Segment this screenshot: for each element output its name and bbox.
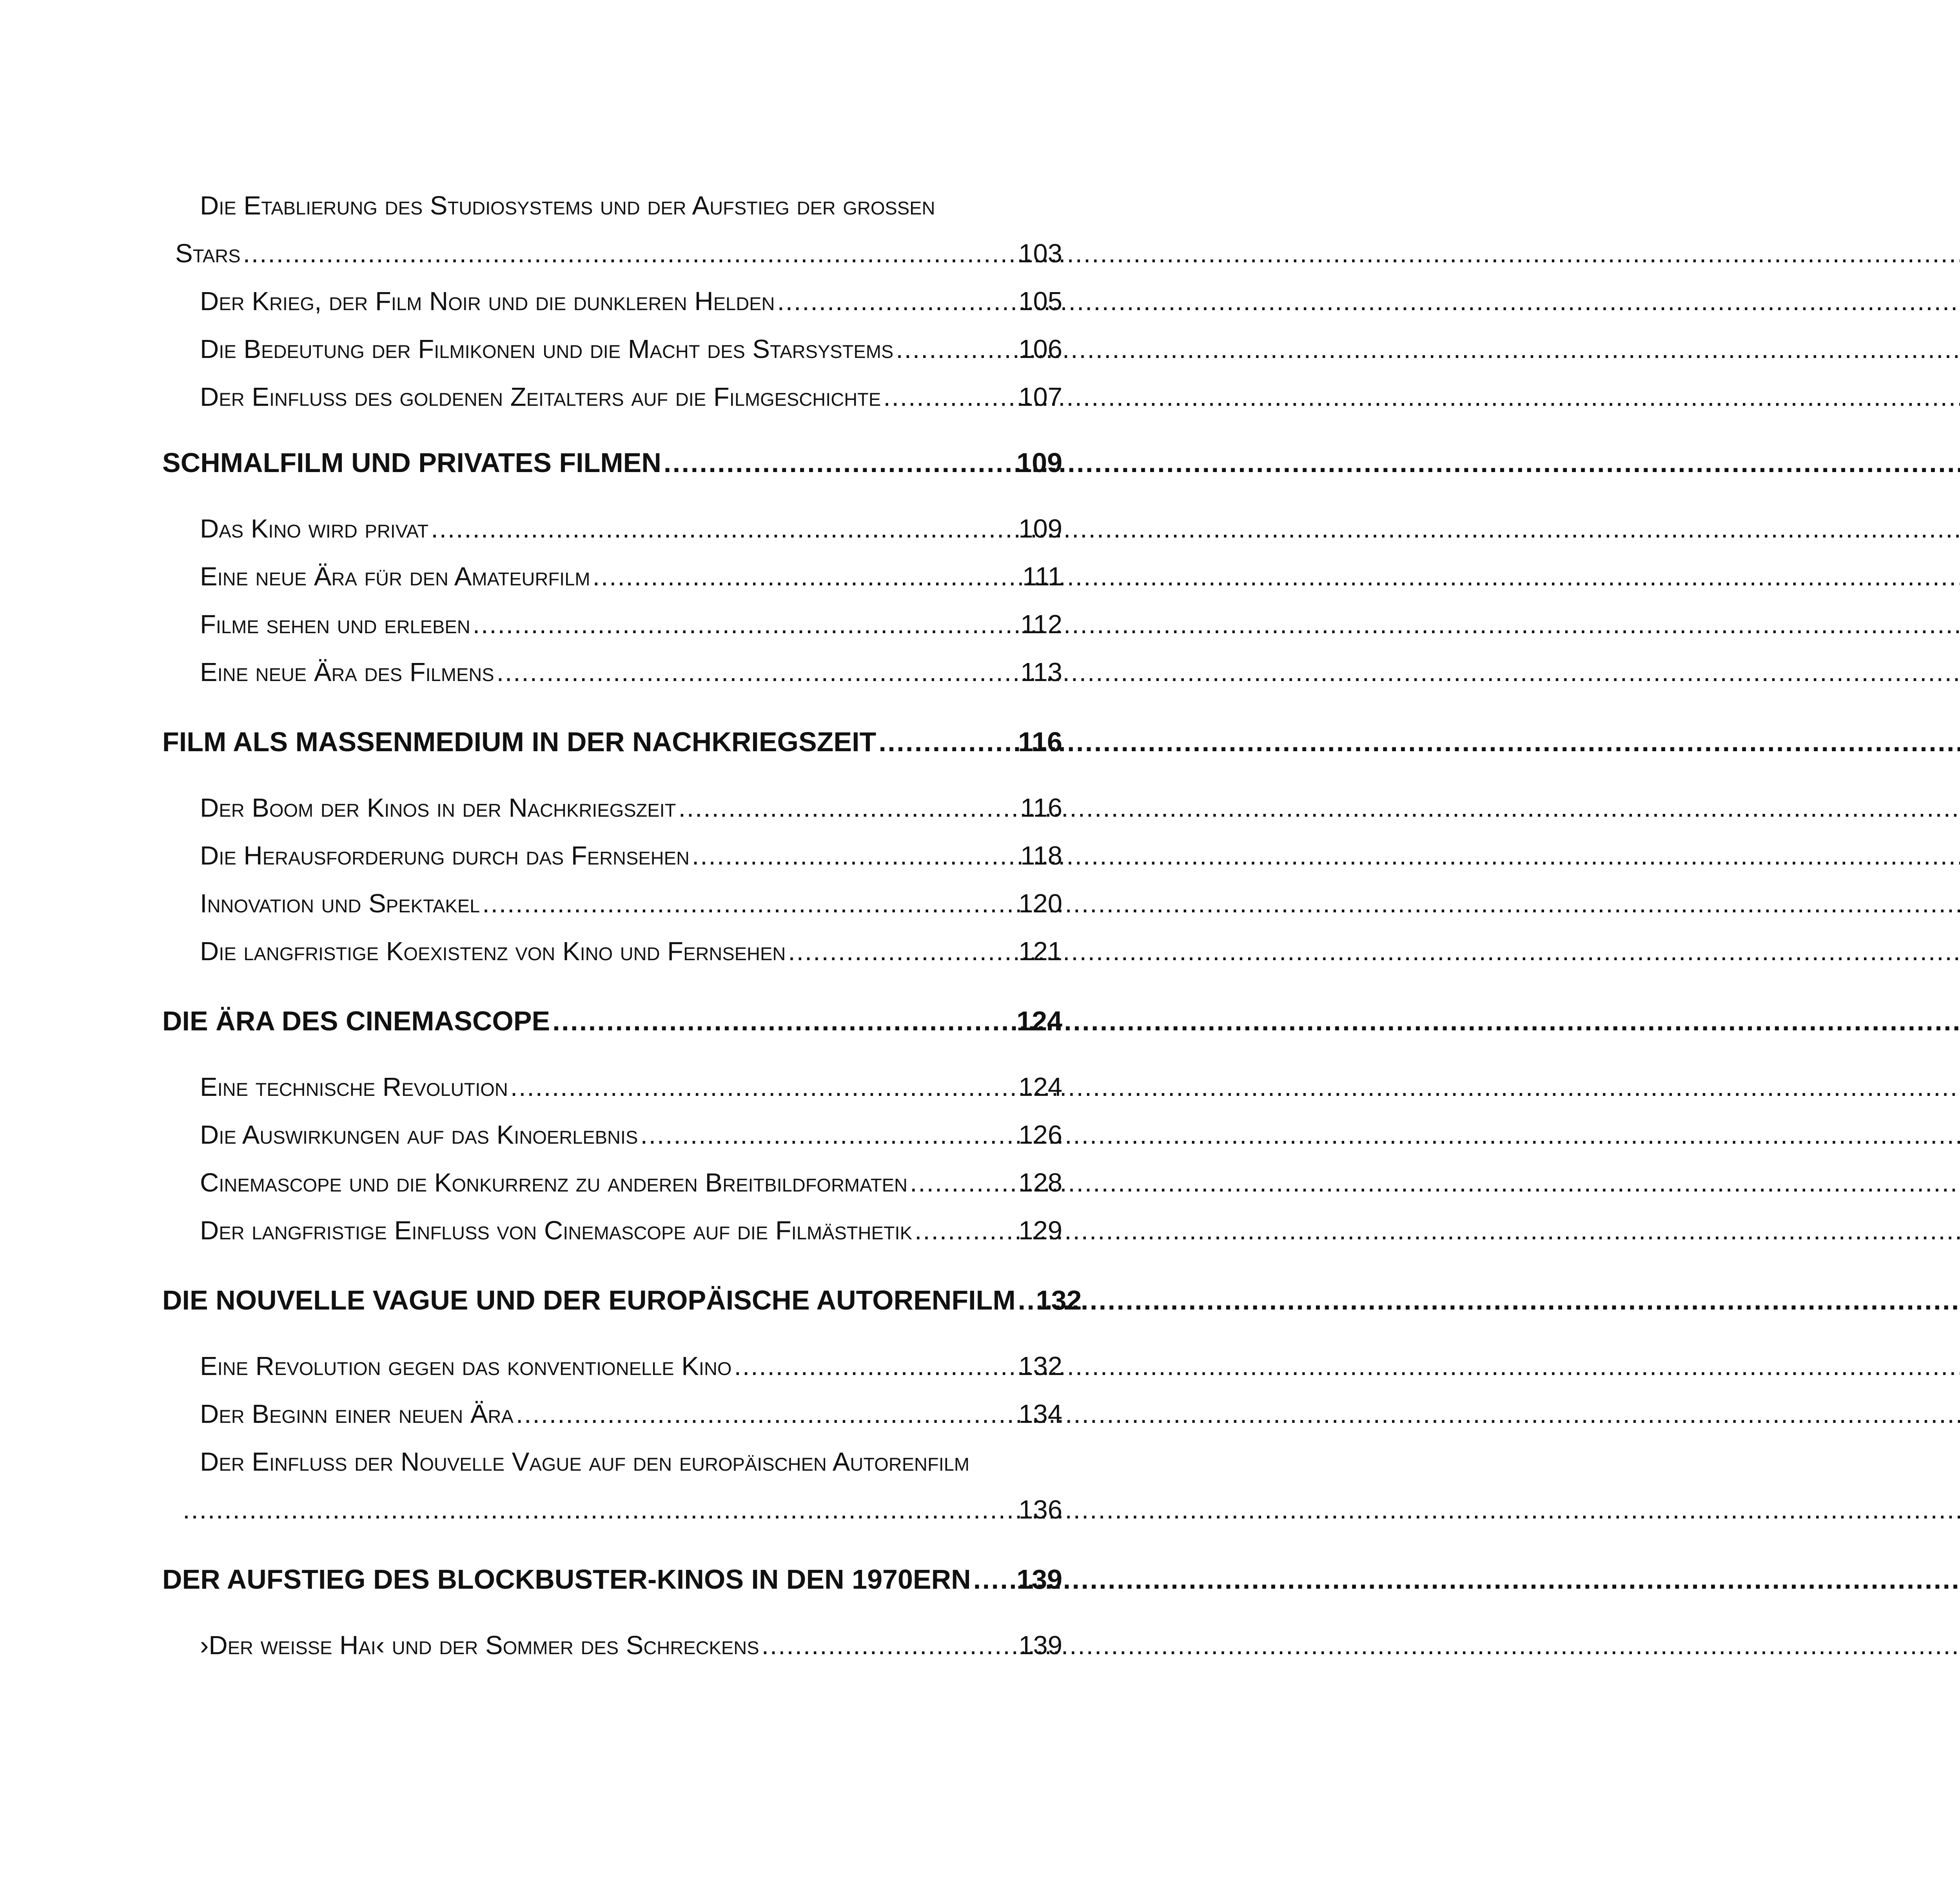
toc-entry [200,334,1062,364]
toc-entry-title: Filme sehen und erleben [200,610,470,639]
toc-page-number: 139 [1018,1631,1062,1660]
toc-page-number: 109 [1016,447,1062,478]
toc-entry-title: Die Herausforderung durch das Fernsehen [200,841,690,870]
toc-entry [175,238,1062,269]
dot-leader [896,334,1016,364]
toc-entry-title: Der Krieg, der Film Noir und die dunkleren Helden [200,287,775,316]
toc-page-number: 121 [1018,937,1062,966]
dot-leader [762,1630,1016,1660]
toc-chapter-title: DIE NOUVELLE VAGUE UND DER EUROPÄISCHE AUTORENFILM [162,1285,1016,1315]
toc-page-number: 120 [1018,889,1062,918]
toc-page-number: 106 [1018,334,1062,364]
dot-leader [593,561,1020,592]
toc-entry [200,841,1062,871]
toc-entry-title: Die Bedeutung der Filmikonen und die Macht des Starsystems [200,334,894,364]
toc-entry [200,793,1062,823]
toc-page-number: 116 [1018,727,1062,757]
dot-leader [883,382,1016,412]
toc-page-number: 132 [1018,1351,1062,1381]
toc-entry [200,936,1062,966]
toc-entry [200,561,1062,592]
toc-page-number: 139 [1016,1564,1062,1595]
toc-entry [200,888,1062,919]
toc-entry [200,1215,1062,1246]
toc-entry [200,1168,1062,1198]
toc-entry [200,1120,1062,1150]
toc-page-number: 128 [1018,1168,1062,1197]
dot-leader [243,238,1016,269]
dot-leader [431,514,1016,544]
toc-chapter-title: DER AUFSTIEG DES BLOCKBUSTER-KINOS IN DEN 1970ERN [162,1564,971,1595]
toc-page-number: 116 [1020,793,1062,823]
toc-entry [200,514,1062,544]
toc-entry-title: ›Der weiße Hai‹ und der Sommer des Schreckens [200,1631,759,1660]
toc-page-number: 103 [1018,239,1062,268]
toc-entry [200,1630,1062,1660]
toc-page-number: 124 [1018,1072,1062,1102]
toc-entry-title: Der Einfluss des goldenen Zeitalters auf die Filmgeschichte [200,382,881,412]
toc-chapter [162,726,1062,757]
toc-entry [200,382,1062,412]
toc-page-number: 107 [1018,382,1062,412]
toc-page-number: 126 [1018,1120,1062,1150]
toc-page-number: 129 [1018,1216,1062,1245]
toc-entry-title: Das Kino wird privat [200,514,429,543]
toc-chapter-title: FILM ALS MASSENMEDIUM IN DER NACHKRIEGSZEIT [162,727,877,757]
toc-chapter [162,1005,1062,1037]
dot-leader [497,657,1018,687]
toc-page-number: 118 [1020,841,1062,870]
dot-leader [915,1215,1016,1246]
toc-chapter [162,447,1062,478]
toc-entry-title: Die Auswirkungen auf das Kinoerlebnis [200,1120,638,1150]
toc-entry-title: Die Etablierung des Studiosystems und der Aufstieg der großen [200,191,935,220]
toc-page-number: 112 [1020,610,1062,639]
dot-leader [678,793,1018,823]
dot-leader [664,447,1014,478]
toc-entry [200,191,1062,221]
toc-entry-title: Der Beginn einer neuen Ära [200,1399,514,1429]
toc-entry [200,1072,1062,1102]
dot-leader [473,609,1018,639]
toc-entry-title: Der Boom der Kinos in der Nachkriegszeit [200,793,676,823]
toc-entry-title: Stars [175,239,241,268]
dot-leader [777,286,1016,316]
dot-leader [734,1351,1016,1381]
toc-entry [180,1495,1062,1525]
toc-entry [200,1447,1062,1477]
toc-page-number: 113 [1020,658,1062,687]
toc-page-number: 136 [1018,1495,1062,1524]
dot-leader [1018,1284,1034,1316]
dot-leader [516,1399,1016,1429]
dot-leader [878,726,1016,757]
toc-entry-title: Eine technische Revolution [200,1072,508,1102]
toc-page-number: 132 [1036,1285,1082,1315]
toc-entry-title: Cinemascope und die Konkurrenz zu anderen Breitbildformaten [200,1168,907,1197]
toc-entry [200,1399,1062,1429]
toc-page-number: 111 [1022,562,1062,591]
toc-entry-title: Der langfristige Einfluss von Cinemascope auf die Filmästhetik [200,1216,912,1245]
toc-entry-title: Eine neue Ära für den Amateurfilm [200,562,590,591]
toc-page-number: 134 [1018,1399,1062,1429]
dot-leader [692,841,1018,871]
dot-leader [510,1072,1016,1102]
dot-leader [552,1005,1014,1037]
toc-entry [200,657,1062,687]
dot-leader [910,1168,1016,1198]
dot-leader [482,888,1016,919]
toc-entry [200,609,1062,639]
toc-entry-title: Die langfristige Koexistenz von Kino und Fernsehen [200,937,786,966]
toc-entry [200,1351,1062,1381]
toc-page-number: 109 [1018,514,1062,543]
toc-chapter [162,1284,1082,1316]
dot-leader [788,936,1016,966]
toc-entry [200,286,1062,316]
toc-page-number: 105 [1018,287,1062,316]
toc-chapter-title: SCHMALFILM UND PRIVATES FILMEN [162,447,661,478]
dot-leader [183,1495,1016,1525]
toc-entry-title: Eine neue Ära des Filmens [200,658,494,687]
toc-chapter-title: DIE ÄRA DES CINEMASCOPE [162,1006,550,1036]
toc-entry-title: Der Einfluss der Nouvelle Vague auf den europäischen Autorenfilm [200,1447,970,1477]
toc-entry-title: Eine Revolution gegen das konventionelle Kino [200,1351,732,1381]
toc-chapter [162,1564,1062,1595]
dot-leader [640,1120,1016,1150]
dot-leader [973,1564,1014,1595]
toc-entry-title: Innovation und Spektakel [200,889,480,918]
toc-page-number: 124 [1016,1006,1062,1036]
